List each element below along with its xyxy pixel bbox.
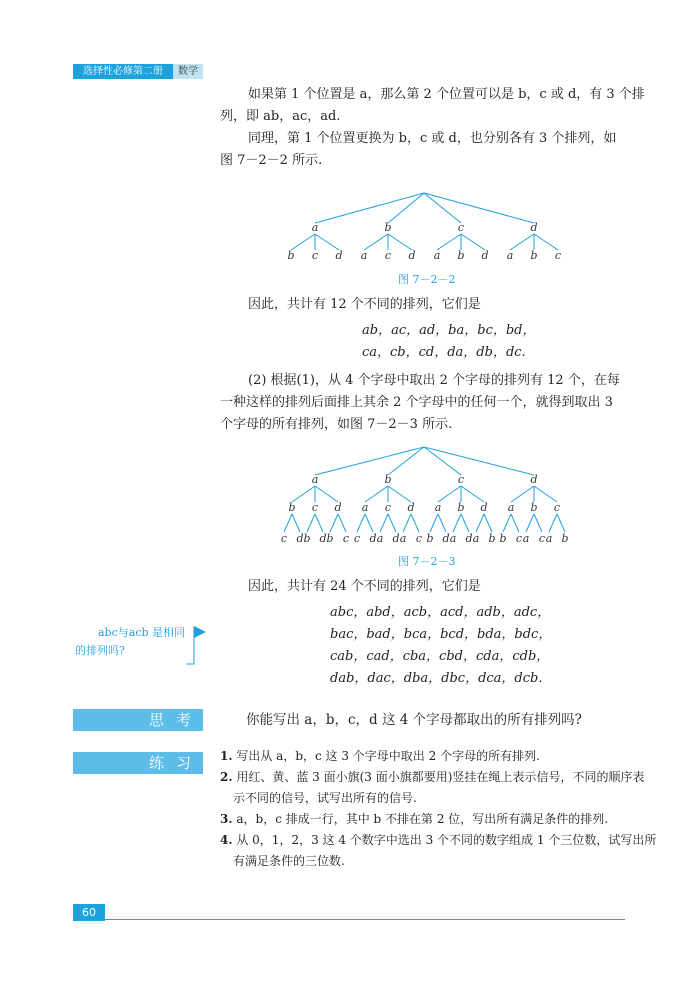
page-number: 60 [73, 904, 105, 921]
tree-node-label: b [530, 249, 538, 262]
permutation-list-line: bac，bad，bca，bcd，bda，bdc， [330, 627, 552, 642]
tree-node-label: d [465, 532, 473, 545]
paragraph-line: 图 7－2－2 所示. [220, 153, 323, 168]
figure-caption: 图 7－2－2 [398, 273, 456, 286]
permutation-list-line: dab，dac，dba，dbc，dca，dcb. [330, 671, 543, 686]
tree-node-label: b [384, 473, 392, 486]
tree-node-label: b [530, 501, 538, 514]
tree-node-label: a [311, 221, 319, 234]
tree-node-label: c [553, 501, 561, 514]
tree-node-label: c [457, 221, 465, 234]
practice-item: 2. 用红、黄、蓝 3 面小旗(3 面小旗都要用)竖挂在绳上表示信号，不同的顺序表 示不同的信号，试写出所有的信号. [220, 770, 645, 805]
tree-node-label: c [311, 249, 319, 262]
tree-node-label: b [488, 532, 496, 545]
subject-tag: 数学 [173, 64, 203, 79]
tree-node-label: d [392, 532, 400, 545]
tree-node-label: c [353, 532, 361, 545]
tree-node-label: d [530, 221, 538, 234]
tree-node-label: c [554, 249, 562, 262]
tree-node-label: b [288, 501, 296, 514]
figure-caption: 图 7－2－3 [398, 555, 456, 568]
footer-rule [105, 919, 625, 920]
tree-node-label: a [361, 501, 369, 514]
tree-node-label: c [342, 532, 350, 545]
tree-node-label: a [545, 532, 553, 545]
tree-node-label: a [472, 532, 480, 545]
tree-node-label: d [480, 501, 488, 514]
tree-node-label: a [507, 501, 515, 514]
practice-label: 练习 [73, 752, 203, 774]
tree-node-label: d [334, 501, 342, 514]
paragraph-line: (2) 根据(1)，从 4 个字母中取出 2 个字母的排列有 12 个，在每 [248, 373, 620, 388]
practice-item: 4. 从 0，1，2，3 这 4 个数字中选出 3 个不同的数字组成 1 个三位数，试写出所 有满足条件的三位数. [220, 833, 657, 868]
practice-item: 1. 写出从 a，b，c 这 3 个字母中取出 2 个字母的所有排列. [220, 749, 540, 763]
tree-node-label: d [335, 249, 343, 262]
tree-node-label: a [522, 532, 530, 545]
tree-node-label: b [457, 249, 465, 262]
tree-node-label: c [538, 532, 546, 545]
tree-node-label: d [319, 532, 327, 545]
tree-node-label: a [506, 249, 514, 262]
tree-node-label: d [408, 249, 416, 262]
permutation-list-line: cab，cad，cba，cbd，cda，cdb， [330, 649, 550, 664]
paragraph-line: 同理，第 1 个位置更换为 b，c 或 d，也分别各有 3 个排列，如 [248, 131, 617, 146]
conclusion-text: 因此，共计有 24 个不同的排列，它们是 [248, 579, 481, 594]
permutation-list-line: ca，cb，cd，da，db，dc. [362, 345, 526, 360]
tree-node-label: b [287, 249, 295, 262]
tree-node-label: a [433, 249, 441, 262]
tree-node-label: a [449, 532, 457, 545]
tree-node-label: d [407, 501, 415, 514]
tree-node-label: d [296, 532, 304, 545]
permutation-list-line: ab，ac，ad，ba，bc，bd， [362, 323, 536, 338]
tree-node-label: c [457, 473, 465, 486]
think-question: 你能写出 a，b，c，d 这 4 个字母都取出的所有排列吗? [246, 712, 582, 728]
tree-node-label: d [442, 532, 450, 545]
side-note-line: abc与acb 是相同 [98, 626, 186, 639]
tree-node-label: a [360, 249, 368, 262]
paragraph-line: 一种这样的排列后面排上其余 2 个字母中的任何一个，就得到取出 3 [220, 395, 613, 410]
tree-node-label: c [515, 532, 523, 545]
tree-node-label: a [376, 532, 384, 545]
tree-node-label: c [384, 501, 392, 514]
conclusion-text: 因此，共计有 12 个不同的排列，它们是 [248, 297, 481, 312]
tree-node-label: d [530, 473, 538, 486]
tree-node-label: b [457, 501, 465, 514]
tree-node-label: a [399, 532, 407, 545]
tree-node-label: b [384, 221, 392, 234]
tree-node-label: b [303, 532, 311, 545]
permutation-list-line: abc，abd，acb，acd，adb，adc， [330, 605, 551, 620]
tree-node-label: a [311, 473, 319, 486]
paragraph-line: 列，即 ab，ac，ad. [220, 109, 341, 124]
tree-node-label: b [426, 532, 434, 545]
tree-node-label: c [280, 532, 288, 545]
tree-node-label: a [434, 501, 442, 514]
tree-node-label: b [326, 532, 334, 545]
book-title-tag: 选择性必修第二册 [73, 64, 173, 79]
tree-node-label: b [561, 532, 569, 545]
tree-node-label: d [481, 249, 489, 262]
practice-list [220, 746, 656, 872]
tree-node-label: c [384, 249, 392, 262]
tree-node-label: b [499, 532, 507, 545]
side-note-line: 的排列吗? [75, 644, 125, 657]
practice-item: 3. a，b，c 排成一行，其中 b 不排在第 2 位，写出所有满足条件的排列. [220, 812, 609, 826]
paragraph-line: 如果第 1 个位置是 a，那么第 2 个位置可以是 b，c 或 d，有 3 个排 [248, 87, 645, 102]
think-label: 思考 [73, 709, 203, 731]
tree-node-label: c [311, 501, 319, 514]
paragraph-line: 个字母的所有排列，如图 7－2－3 所示. [220, 417, 453, 432]
tree-node-label: d [369, 532, 377, 545]
tree-node-label: c [415, 532, 423, 545]
